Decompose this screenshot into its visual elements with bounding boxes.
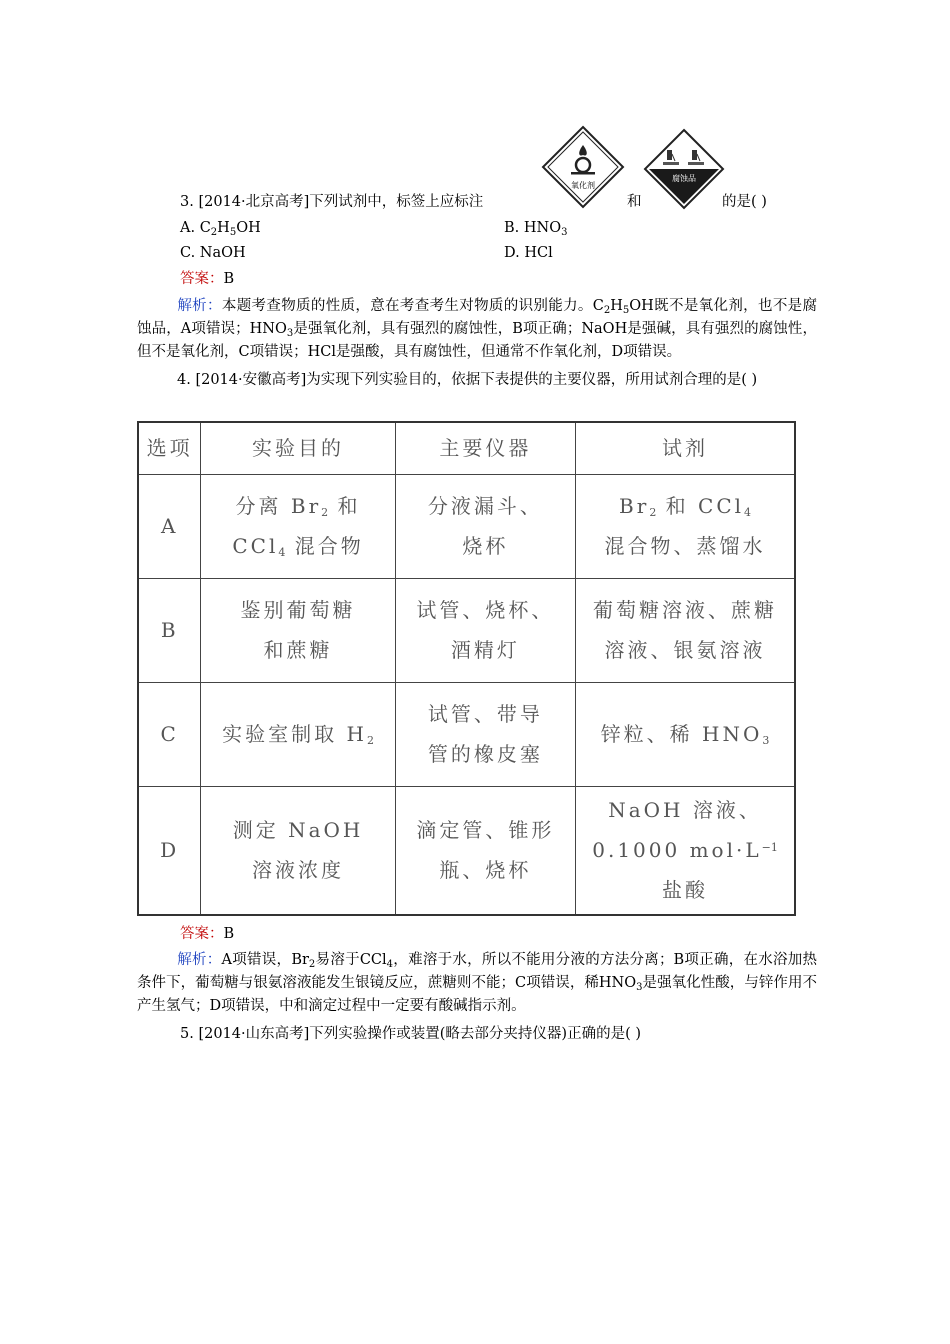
q3-analysis: 解析：本题考查物质的性质，意在考查考生对物质的识别能力。$C_2H_5OH$既不是氧化剂，也不是腐蚀品，A项错误；$HNO_3$是强氧化剂，具有强烈的腐蚀性，B项正确；NaOH是强碱，具有强烈的腐蚀性，但不是氧化剂，C项错误；HCl是强酸，具有腐蚀性，但通常不作氧化剂，D项错误。 <box>137 298 818 360</box>
table-cell: 测定 NaOH 溶液浓度 <box>201 786 395 915</box>
table-row <box>138 474 795 578</box>
table-header: 选项 <box>138 422 201 474</box>
q3-option-c: C. NaOH <box>180 245 246 261</box>
q4-stem: 4. [2014·安徽高考]为实现下列实验目的，依据下表提供的主要仪器，所用试剂合理的是( ) <box>177 372 758 388</box>
oxidizer-label-icon <box>541 125 625 209</box>
table-header: 实验目的 <box>201 422 395 474</box>
q5-stem: 5. [2014·山东高考]下列实验操作或装置(略去部分夹持仪器)正确的是( ) <box>180 1026 642 1042</box>
q3-answer <box>180 269 234 289</box>
q3-stem-end: 的是( ) <box>722 194 767 210</box>
table-header: 主要仪器 <box>395 422 575 474</box>
q4-analysis: 解析：A项错误，$Br_2$易溶于CCl$_4$，难溶于水，所以不能用分液的方法分离；B项正确，在水浴加热条件下，葡萄糖与银氨溶液能发生银镜反应，蔗糖则不能；C项错误，稀$HNO_3$是强氧化性酸，与锌作用不产生氢气；D项错误，中和滴定过程中一定要有酸碱指示剂。 <box>137 952 818 1014</box>
q3-option-a: A. $C_2H_5OH$ <box>180 220 261 238</box>
table-header: 试剂 <box>576 422 795 474</box>
answer-label: 答案： <box>180 271 224 287</box>
q4-answer <box>180 924 234 944</box>
table-row <box>138 682 795 786</box>
table-cell: 分液漏斗、 烧杯 <box>395 474 575 578</box>
answer-value: B <box>223 926 235 942</box>
table-cell: C <box>138 682 201 786</box>
table-cell: 鉴别葡萄糖 和蔗糖 <box>201 578 395 682</box>
table-cell: 滴定管、锥形 瓶、烧杯 <box>395 786 575 915</box>
q4-table <box>137 421 796 916</box>
oxidizer-label-text: 氧化剂 <box>571 181 595 190</box>
q3-stem-and: 和 <box>627 194 642 210</box>
table-cell: B <box>138 578 201 682</box>
table-cell: 试管、带导 管的橡皮塞 <box>395 682 575 786</box>
answer-label: 答案： <box>180 926 224 942</box>
table-cell: 葡萄糖溶液、蔗糖 溶液、银氨溶液 <box>576 578 795 682</box>
table-cell: 锌粒、稀 $HNO_3$ <box>576 682 795 786</box>
table-cell: 分离 $Br_2$ 和 CCl$_4$ 混合物 <box>201 474 395 578</box>
table-cell: D <box>138 786 201 915</box>
table-cell: 试管、烧杯、 酒精灯 <box>395 578 575 682</box>
q3-option-b: B. $HNO_3$ <box>504 220 568 238</box>
table-cell: NaOH 溶液、 0.1000 $mol\cdot L^{-1}$ 盐酸 <box>576 786 795 915</box>
table-row <box>138 578 795 682</box>
table-cell: $Br_2$ 和 CCl$_4$ 混合物、蒸馏水 <box>576 474 795 578</box>
table-row <box>138 786 795 915</box>
table-header-row <box>138 422 795 474</box>
table-cell: 实验室制取 $H_2$ <box>201 682 395 786</box>
table-cell: A <box>138 474 201 578</box>
answer-value: B <box>223 271 235 287</box>
q3-stem: 3. [2014·北京高考]下列试剂中，标签上应标注 <box>180 194 484 210</box>
corrosive-label-icon <box>643 128 725 210</box>
q3-option-d: D. HCl <box>504 245 553 261</box>
corrosive-label-text: 腐蚀品 <box>672 174 696 183</box>
